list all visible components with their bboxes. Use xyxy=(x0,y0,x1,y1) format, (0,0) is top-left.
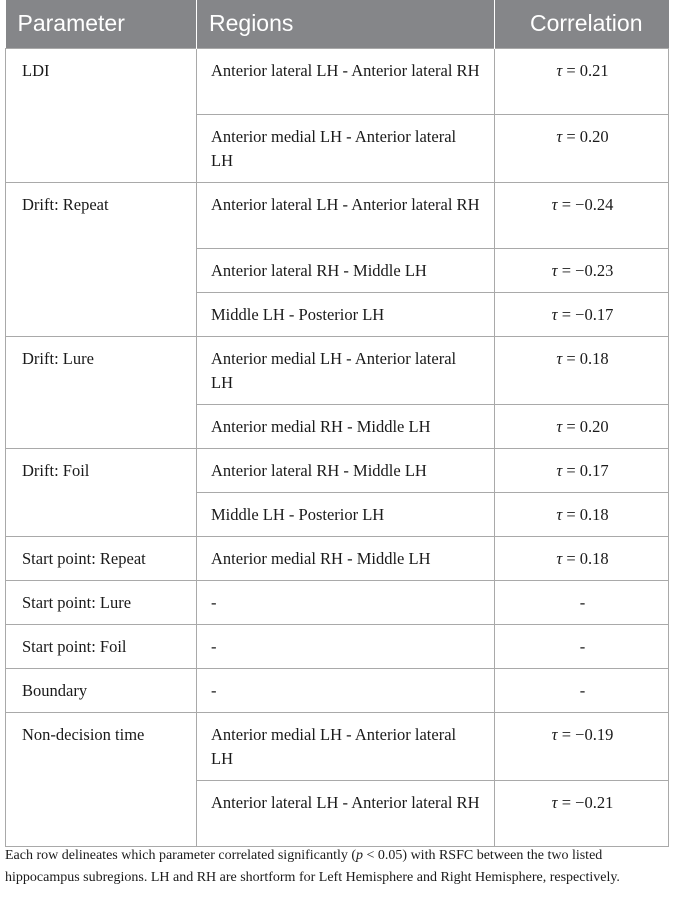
region-cell: - xyxy=(197,624,495,668)
correlation-cell: τ = 0.20 xyxy=(495,404,669,448)
results-table xyxy=(5,0,669,847)
table-row xyxy=(6,536,669,580)
table-row xyxy=(6,624,669,668)
correlation-cell: τ = −0.23 xyxy=(495,248,669,292)
parameter-cell: Drift: Lure xyxy=(6,336,197,448)
region-cell: Anterior lateral RH - Middle LH xyxy=(197,248,495,292)
parameter-cell: Drift: Repeat xyxy=(6,182,197,336)
parameter-cell: Boundary xyxy=(6,668,197,712)
table-row xyxy=(6,182,669,248)
region-cell: Anterior medial RH - Middle LH xyxy=(197,536,495,580)
tau-symbol: τ xyxy=(556,126,563,146)
region-cell: Anterior lateral LH - Anterior lateral RH xyxy=(197,780,495,846)
correlation-cell: τ = −0.17 xyxy=(495,292,669,336)
tau-symbol: τ xyxy=(551,724,558,744)
table-row xyxy=(6,668,669,712)
parameter-cell: Start point: Foil xyxy=(6,624,197,668)
tau-symbol: τ xyxy=(551,260,558,280)
correlation-cell: τ = −0.21 xyxy=(495,780,669,846)
table-row xyxy=(6,48,669,114)
parameter-cell: Start point: Repeat xyxy=(6,536,197,580)
correlation-cell: τ = 0.21 xyxy=(495,48,669,114)
correlation-cell: - xyxy=(495,580,669,624)
region-cell: - xyxy=(197,580,495,624)
tau-symbol: τ xyxy=(551,304,558,324)
header-regions: Regions xyxy=(197,0,495,48)
header-correlation: Correlation xyxy=(495,0,669,48)
region-cell: Anterior medial LH - Anterior lateral LH xyxy=(197,712,495,780)
region-cell: Middle LH - Posterior LH xyxy=(197,492,495,536)
table-row xyxy=(6,448,669,492)
correlation-cell: τ = 0.18 xyxy=(495,492,669,536)
table-row xyxy=(6,336,669,404)
correlation-cell: - xyxy=(495,668,669,712)
table-footnote xyxy=(5,845,668,889)
parameter-cell: Drift: Foil xyxy=(6,448,197,536)
tau-symbol: τ xyxy=(556,416,563,436)
correlation-cell: - xyxy=(495,624,669,668)
parameter-cell: LDI xyxy=(6,48,197,182)
tau-symbol: τ xyxy=(556,60,563,80)
correlation-cell: τ = 0.20 xyxy=(495,114,669,182)
tau-symbol: τ xyxy=(551,194,558,214)
region-cell: - xyxy=(197,668,495,712)
region-cell: Anterior lateral RH - Middle LH xyxy=(197,448,495,492)
region-cell: Anterior medial RH - Middle LH xyxy=(197,404,495,448)
tau-symbol: τ xyxy=(551,792,558,812)
footnote-p-symbol: p xyxy=(356,848,364,863)
header-parameter: Parameter xyxy=(6,0,197,48)
region-cell: Anterior medial LH - Anterior lateral LH xyxy=(197,336,495,404)
tau-symbol: τ xyxy=(556,548,563,568)
footnote-text-start: Each row delineates which parameter correlated significantly ( xyxy=(5,848,357,863)
region-cell: Anterior lateral LH - Anterior lateral RH xyxy=(197,48,495,114)
table-row xyxy=(6,580,669,624)
tau-symbol: τ xyxy=(556,348,563,368)
correlation-cell: τ = −0.19 xyxy=(495,712,669,780)
correlation-cell: τ = −0.24 xyxy=(495,182,669,248)
correlation-cell: τ = 0.18 xyxy=(495,336,669,404)
correlation-cell: τ = 0.18 xyxy=(495,536,669,580)
results-table-container xyxy=(5,0,668,847)
region-cell: Anterior lateral LH - Anterior lateral RH xyxy=(197,182,495,248)
footnote-text-end: < 0.05) with RSFC between the two listed hippocampus subregions. LH and RH are shortform for Left Hemisphere and Right Hemisphere, respectively. xyxy=(5,848,620,885)
parameter-cell: Non-decision time xyxy=(6,712,197,846)
correlation-cell: τ = 0.17 xyxy=(495,448,669,492)
parameter-cell: Start point: Lure xyxy=(6,580,197,624)
table-row xyxy=(6,712,669,780)
header-row xyxy=(6,0,669,48)
region-cell: Middle LH - Posterior LH xyxy=(197,292,495,336)
tau-symbol: τ xyxy=(556,504,563,524)
tau-symbol: τ xyxy=(556,460,563,480)
region-cell: Anterior medial LH - Anterior lateral LH xyxy=(197,114,495,182)
